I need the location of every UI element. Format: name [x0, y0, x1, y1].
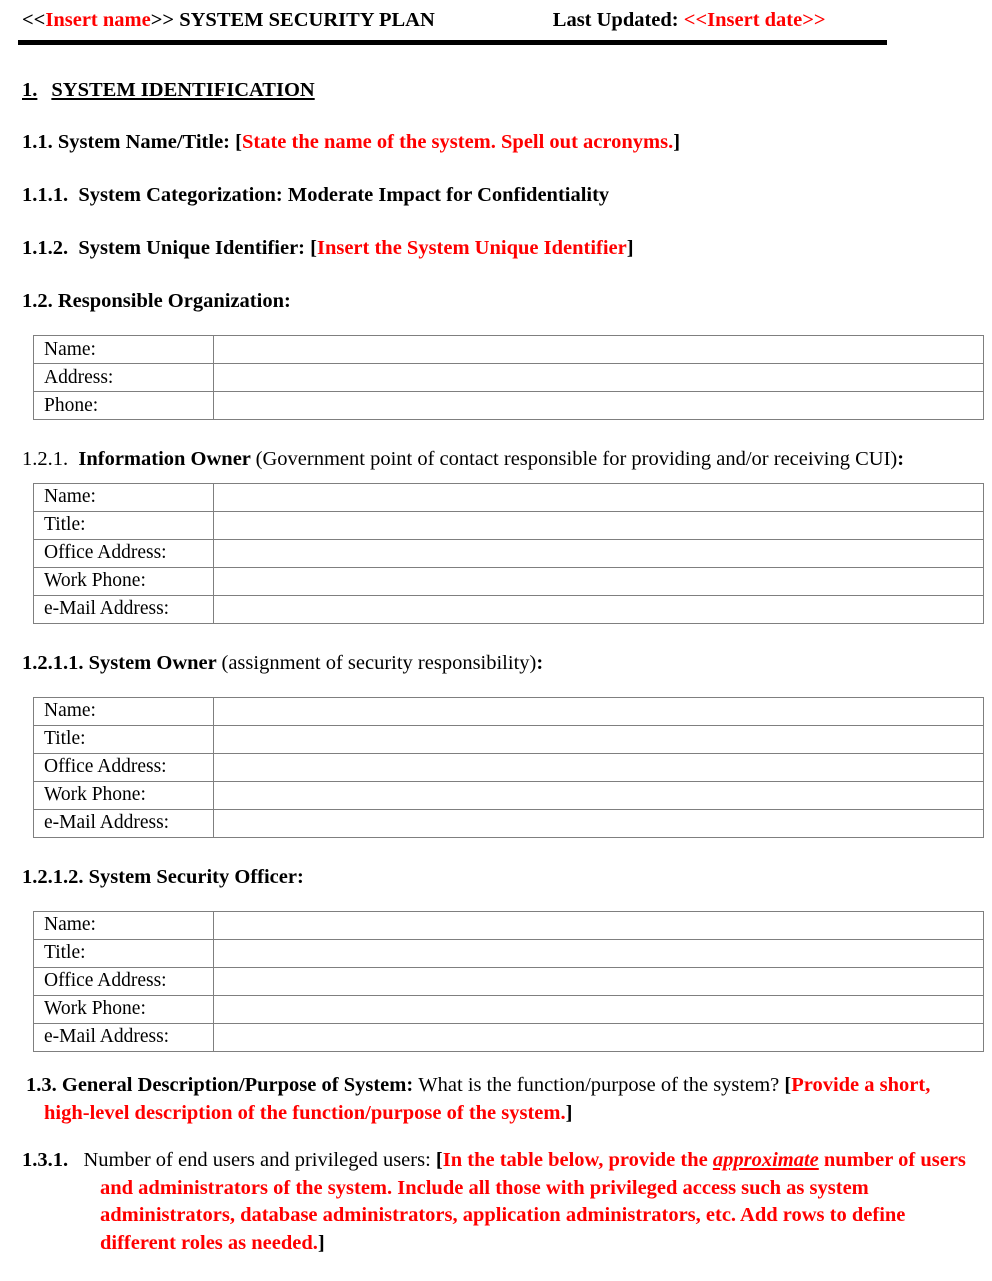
- field-value[interactable]: [214, 996, 984, 1024]
- field-label: Work Phone:: [34, 568, 214, 596]
- table-row: [34, 782, 984, 810]
- header-left-insert-name: Insert name: [45, 9, 151, 31]
- section-1-1-2-number: 1.1.2.: [22, 237, 69, 260]
- table-row: [34, 1024, 984, 1052]
- bracket-open: [: [784, 1074, 792, 1097]
- table-row: [34, 912, 984, 940]
- field-label: Name:: [34, 912, 214, 940]
- field-label: Work Phone:: [34, 782, 214, 810]
- table-row: [34, 754, 984, 782]
- section-1-2-1-colon: :: [897, 448, 905, 471]
- bracket-close: ]: [317, 1231, 325, 1254]
- field-label: Title:: [34, 512, 214, 540]
- field-label: Name:: [34, 698, 214, 726]
- spacer: [18, 45, 974, 77]
- header-left-prefix: <<: [22, 9, 46, 31]
- section-1-3-question: What is the function/purpose of the system?: [418, 1074, 785, 1097]
- table-row: [34, 968, 984, 996]
- section-1-2-1-2: [18, 864, 974, 891]
- section-1-3-1-instruction-part2: number of users and administrators of the system. Include all those with privileged access such as system administrators, database administrators, application administrators, etc. Add rows to define different roles as needed.: [100, 1149, 966, 1254]
- bracket-close: ]: [565, 1101, 573, 1124]
- section-1-3-label: 1.3. General Description/Purpose of System:: [26, 1074, 419, 1097]
- system-security-officer-table: [33, 911, 984, 1052]
- section-1-2-1: [22, 446, 974, 473]
- section-1-2-1-label: Information Owner: [78, 448, 256, 471]
- section-1-3-1: [22, 1147, 974, 1257]
- spacer: [18, 624, 974, 650]
- field-value[interactable]: [214, 810, 984, 838]
- field-value[interactable]: [214, 754, 984, 782]
- field-label: Title:: [34, 940, 214, 968]
- field-value[interactable]: [214, 782, 984, 810]
- spacer: [18, 103, 974, 129]
- field-label: e-Mail Address:: [34, 596, 214, 624]
- spacer: [18, 315, 974, 335]
- table-row: [34, 596, 984, 624]
- header-right-prefix: <<: [683, 9, 708, 31]
- section-1-2-1-number: 1.2.1.: [22, 448, 69, 471]
- field-value[interactable]: [214, 968, 984, 996]
- field-value[interactable]: [214, 698, 984, 726]
- field-value[interactable]: [214, 1024, 984, 1052]
- section-1-2-1-1: [18, 650, 974, 677]
- section-1-3-1-instruction-part1: In the table below, provide the: [442, 1149, 713, 1172]
- spacer: [18, 473, 974, 483]
- field-value[interactable]: [214, 726, 984, 754]
- section-1-2: [18, 288, 974, 315]
- field-label: Address:: [34, 364, 214, 392]
- field-label: Office Address:: [34, 968, 214, 996]
- field-label: Title:: [34, 726, 214, 754]
- spacer: [18, 420, 974, 446]
- section-1-3: [26, 1072, 974, 1127]
- spacer: [18, 262, 974, 288]
- field-label: e-Mail Address:: [34, 810, 214, 838]
- bracket-open: [: [435, 1149, 443, 1172]
- field-value[interactable]: [214, 484, 984, 512]
- table-row: [34, 512, 984, 540]
- field-value[interactable]: [214, 912, 984, 940]
- header-right-insert-date: Insert date: [707, 9, 803, 31]
- section-1-2-1-1-number: 1.2.1.1.: [22, 652, 89, 675]
- responsible-organization-table: [33, 335, 984, 420]
- field-value[interactable]: [214, 512, 984, 540]
- field-value[interactable]: [214, 596, 984, 624]
- section-1-3-1-label: Number of end users and privileged users:: [83, 1149, 436, 1172]
- section-1-1-label: 1.1. System Name/Title:: [22, 131, 236, 154]
- header-right: [553, 8, 826, 34]
- header-document-title: SYSTEM SECURITY PLAN: [174, 9, 435, 31]
- header-left-suffix: >>: [150, 9, 175, 31]
- table-row: [34, 996, 984, 1024]
- section-1-1: [18, 129, 974, 156]
- section-1-2-1-1-description: (assignment of security responsibility): [221, 652, 537, 675]
- section-1-1-2-label: System Unique Identifier:: [78, 237, 311, 260]
- field-label: Office Address:: [34, 754, 214, 782]
- bracket-open: [: [235, 131, 242, 154]
- table-row: [34, 726, 984, 754]
- section-1-heading: [18, 77, 974, 104]
- section-1-1-2-instruction: Insert the System Unique Identifier: [316, 237, 627, 260]
- table-row: [34, 940, 984, 968]
- section-1-2-1-2-label: 1.2.1.2. System Security Officer:: [22, 866, 304, 889]
- bracket-open: [: [310, 237, 317, 260]
- field-label: e-Mail Address:: [34, 1024, 214, 1052]
- field-value[interactable]: [214, 392, 984, 420]
- table-row: [34, 484, 984, 512]
- spacer: [18, 1052, 974, 1072]
- field-label: Office Address:: [34, 540, 214, 568]
- field-value[interactable]: [214, 568, 984, 596]
- section-1-1-instruction: State the name of the system. Spell out acronyms.: [241, 131, 674, 154]
- section-1-2-label: 1.2. Responsible Organization:: [22, 290, 291, 313]
- spacer: [18, 838, 974, 864]
- table-row: [34, 568, 984, 596]
- field-label: Name:: [34, 336, 214, 364]
- section-1-3-1-emphasis: approximate: [712, 1149, 819, 1172]
- field-label: Work Phone:: [34, 996, 214, 1024]
- header-left: [22, 8, 435, 34]
- section-1-3-instruction: Provide a short, high-level description of the function/purpose of the system.: [44, 1074, 931, 1124]
- section-1-2-1-1-label: System Owner: [88, 652, 222, 675]
- table-row: [34, 392, 984, 420]
- field-value[interactable]: [214, 540, 984, 568]
- bracket-close: ]: [673, 131, 681, 154]
- table-row: [34, 810, 984, 838]
- section-1-1-1-label: System Categorization: Moderate Impact for Confidentiality: [78, 184, 610, 207]
- header-right-suffix: >>: [802, 9, 826, 31]
- table-row: [34, 540, 984, 568]
- section-1-3-1-number: 1.3.1.: [22, 1149, 69, 1172]
- field-value[interactable]: [214, 336, 984, 364]
- field-value[interactable]: [214, 364, 984, 392]
- document-header: [18, 8, 974, 34]
- spacer: [18, 156, 974, 182]
- information-owner-table: [33, 483, 984, 624]
- section-1-1-2: [18, 235, 974, 262]
- field-label: Name:: [34, 484, 214, 512]
- table-row: [34, 698, 984, 726]
- spacer: [18, 209, 974, 235]
- table-row: [34, 336, 984, 364]
- field-value[interactable]: [214, 940, 984, 968]
- section-1-2-1-1-colon: :: [536, 652, 544, 675]
- section-1-title: SYSTEM IDENTIFICATION: [51, 78, 315, 101]
- section-1-number: 1.: [22, 78, 38, 101]
- header-last-updated-label: Last Updated:: [552, 9, 684, 31]
- table-row: [34, 364, 984, 392]
- field-label: Phone:: [34, 392, 214, 420]
- section-1-2-1-description: (Government point of contact responsible for providing and/or receiving CUI): [255, 448, 898, 471]
- spacer: [18, 1127, 974, 1147]
- bracket-close: ]: [626, 237, 634, 260]
- section-1-1-1-number: 1.1.1.: [22, 184, 69, 207]
- section-1-1-1: [18, 182, 974, 209]
- spacer: [18, 677, 974, 697]
- system-owner-table: [33, 697, 984, 838]
- spacer: [18, 891, 974, 911]
